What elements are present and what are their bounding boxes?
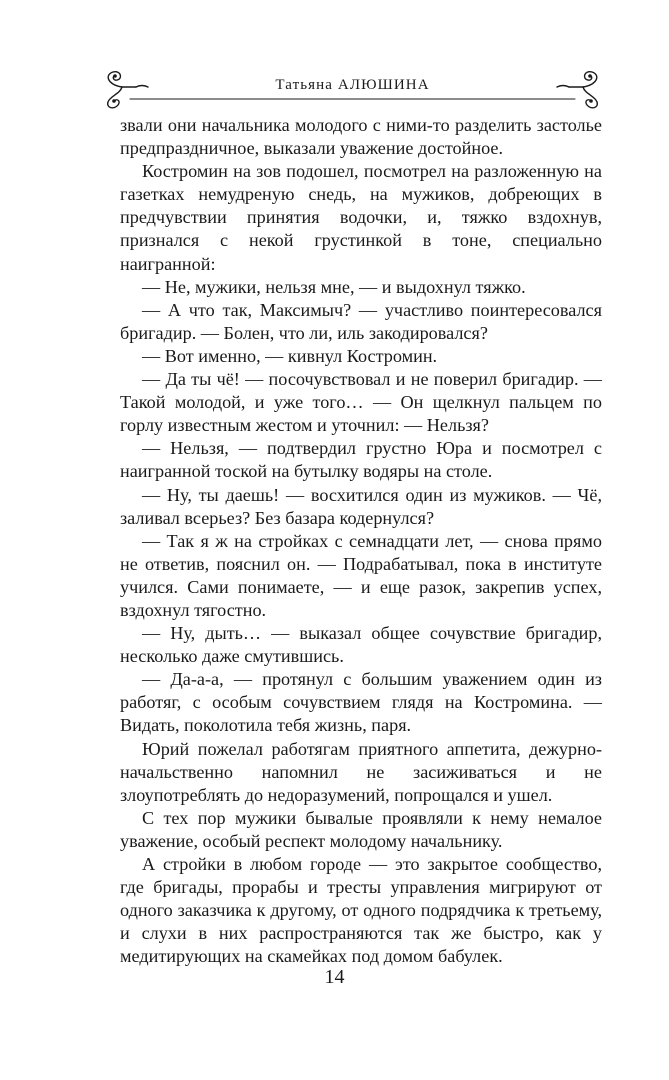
header-author: Татьяна АЛЮШИНА [275,77,430,93]
paragraph: — Так я ж на стройках с семнадцати лет, — снова прямо не ответив, пояснил он. — Подрабатывал, пока в институте учился. Сами понимаете, — и еще разок, закрепив успех, вздохнул тягостно. [120,530,602,620]
paragraph: звали они начальника молодого с ними-то разделить застолье предпраздничное, выказали уважение достойное. [120,115,602,159]
paragraph: — А что так, Максимыч? — участливо поинтересовался бригадир. — Болен, что ли, иль закодировался? [120,299,602,343]
paragraph: Костромин на зов подошел, посмотрел на разложенную на газетках немудреную снедь, на мужиков, добреющих в предчувствии принятия водочки, и, тяжко вздохнув, признался с некой грустинкой в тоне, специально наигранной: [120,161,602,274]
paragraph: — Да ты чё! — посочувствовал и не поверил бригадир. — Такой молодой, и уже того… — Он щелкнул пальцем по горлу известным жестом и уточнил: — Нельзя? [120,369,602,436]
paragraph: — Ну, дыть… — выказал общее сочувствие бригадир, несколько даже смутившись. [120,623,602,667]
paragraph: — Ну, ты даешь! — восхитился один из мужиков. — Чё, заливал всерьез? Без базара кодернулся? [120,484,602,528]
paragraph: — Да-а-а, — протянул с большим уважением один из работяг, с особым сочувствием глядя на Костромина. — Видать, поколотила тебя жизнь, паря. [120,669,602,736]
page-number: 14 [324,966,345,988]
body-text [120,114,602,968]
paragraph: — Не, мужики, нельзя мне, — и выдохнул тяжко. [142,276,526,297]
running-header [100,68,605,113]
paragraph: — Нельзя, — подтвердил грустно Юра и посмотрел с наигранной тоской на бутылку водяры на столе. [120,438,602,482]
paragraph: А стройки в любом городе — это закрытое сообщество, где бригады, прорабы и тресты управления мигрируют от одного заказчика к другому, от одного подрядчика к третьему, и слухи в них распространяются так же быстро, как у медитирующих на скамейках под домом бабулек. [120,854,602,967]
paragraph: — Вот именно, — кивнул Костромин. [142,345,438,366]
paragraph: С тех пор мужики бывалые проявляли к нему немалое уважение, особый респект молодому начальнику. [120,807,602,851]
paragraph: Юрий пожелал работягам приятного аппетита, дежурно-начальственно напомнил не засиживаться и не злоупотреблять до недоразумений, попрощался и ушел. [120,738,602,805]
